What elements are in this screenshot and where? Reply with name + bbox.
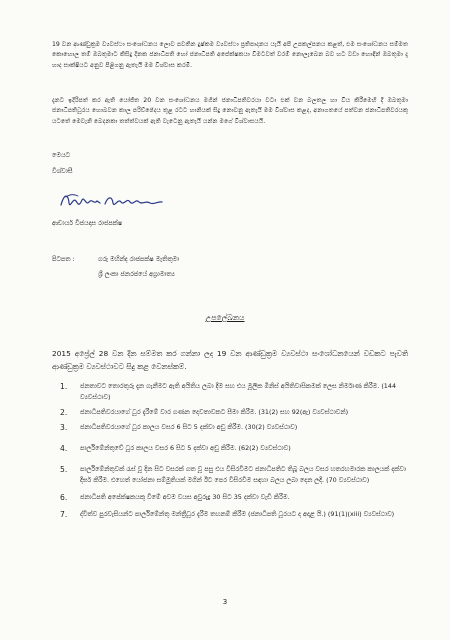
item-text: පාර්ලිමේන්තුවේ ධූර කාලය වසර 6 සිට 5 දක්වා අඩු කිරීම. (62(2) ව්‍යවස්ථාව) — [80, 444, 291, 452]
item-text: පාර්ලිමේන්තුවක් රැස් වූ දින සිට වසරක් ගත වූ පසු එය විසිරවීමට ජනාධිපතිට තිබූ බලය වසර හතරහමාරක කාලයක් දක්වා දීර්ඝ කිරීම. එහෙත් යෝජනා සම්මුතියක් මගින් ඊට පෙර විසිරවීම සඳහා බලය ලබා දෙන ලදී. (70 ව්‍යවස්ථාව) — [80, 465, 407, 484]
item-number: 6. — [60, 493, 68, 502]
amendment-list — [60, 381, 408, 520]
list-item — [60, 422, 408, 433]
item-number: 5. — [60, 465, 68, 474]
page-number: 3 — [222, 598, 228, 606]
item-text: ජනාධිපතිවරයාගේ ධූර කාලය වසර 6 සිට 5 දක්වා අඩු කිරීම. (30(2) ව්‍යවස්ථාව) — [80, 423, 298, 431]
valediction: විශ්වාසී — [52, 167, 73, 175]
item-number: 7. — [60, 510, 68, 519]
closing-line: මෙයට — [52, 151, 71, 159]
item-number: 3. — [60, 423, 68, 432]
sender-name: ආචාර්ය විජයදාස රාජපක්ෂ — [52, 219, 123, 227]
list-item — [60, 509, 408, 520]
item-text: ජනතාවට තොරතුරු දැන ගැනීමට ඇති අයිතිය ලබා දීම සහ එය මූලික මිනිස් අයිතිවාසිකමක් ලෙස නිර්මාණ කිරීම. (144 ව්‍යවස්ථාව) — [80, 382, 397, 401]
item-text: ජනාධිපතිවරයාගේ ධූර දැරීමේ වාර ගණන දෙවතාවකට සීමා කිරීම. (31(2) සහ 92(ඇ) ව්‍යවස්ථාවන්) — [80, 408, 349, 416]
list-item — [60, 443, 408, 454]
letter-paragraph-2: දැනට ඉදිරිපත් කර ඇති යෝජිත 20 වන සංශෝධනය මගින් ජනාධිපතිවරයා වටා එක් වන බලතල හා විය කිරීමෙහි දී ඔබතුමා ජනාධිපතිධූරය හොබවන කාල පරිච්ඡේදය තුළ රටට හානියක් සිදු නොවනු ඇතැයි මම විශ්වාස කළද, අනාගතයේ පත්වන ජනාධිපතිවරයකු යටතේ මෙවැනි බෙදනකා තත්ත්වයක් ඇති වැටෙනු ඇතැයි යන්න මගේ විශ්වාසයයි. — [52, 97, 408, 125]
letter-paragraph-1: 19 වන ආණ්ඩුක්‍රම ව්‍යවස්ථා සංශෝධනය ලොව පවතින දුෂ්කම ව්‍යවස්ථා ප්‍රතිපාදනය යැයි අපි උපකල්පනය කළත්, එම සංශෝධනය සම්මත කොහොල තම් ඔබතුමාට කිසිදු දිනක ජනාධිපති හෝ ජනාධිපති අපේක්ෂකයා විමටවත් වරම් නොලැබෙන බව හට වඩා හොඳින් ඔබතුමා දැ හාද සාක්ෂියට අනුව පිළිගනු ඇතැයි මම විශ්වාස කරමි. — [52, 41, 408, 69]
list-item — [60, 407, 408, 418]
annex-heading: උපලේඛනය — [205, 313, 245, 322]
handwritten-signature — [58, 188, 166, 214]
copy-recipient-1: ගරු මහින්ද රාජපක්ෂ මැතිතුමා — [98, 255, 180, 263]
list-item — [60, 464, 408, 486]
item-text: ද්විත්ව පුරවැසියන්ට පාර්ලිමේන්තු මන්ත්‍රීධූර දැරීම තහනම් කිරීම (ජනාධිපති ධූරයට ද අදාළ යි.) (91(1)(xiii) ව්‍යවස්ථාව) — [80, 510, 395, 518]
copies-label: පිටපත : — [52, 255, 75, 263]
copy-recipient-2: ශ්‍රී ලංකා ජනරජයේ අග්‍රාමාත්‍ය — [98, 270, 175, 278]
item-text: ජනාධිපති අපේක්ෂකයකු වීමේ අවම වයස අවුරුදු 30 සිට 35 දක්වා වැඩි කිරීම. — [80, 493, 290, 501]
list-item — [60, 492, 408, 503]
item-number: 2. — [60, 408, 68, 417]
annex-intro: 2015 අප්‍රේල් 28 වන දින සම්මත කර ගන්නා ලද 19 වන ආණ්ඩුක්‍රම ව්‍යවස්ථා සංශෝධනයෙන් වඩකට පැවති ආණ්ඩුක්‍රම ව්‍යවස්ථාවට සිදු කළ වෙනස්කම්. — [52, 349, 408, 371]
item-number: 4. — [60, 444, 68, 453]
list-item — [60, 381, 408, 403]
item-number: 1. — [60, 382, 68, 391]
